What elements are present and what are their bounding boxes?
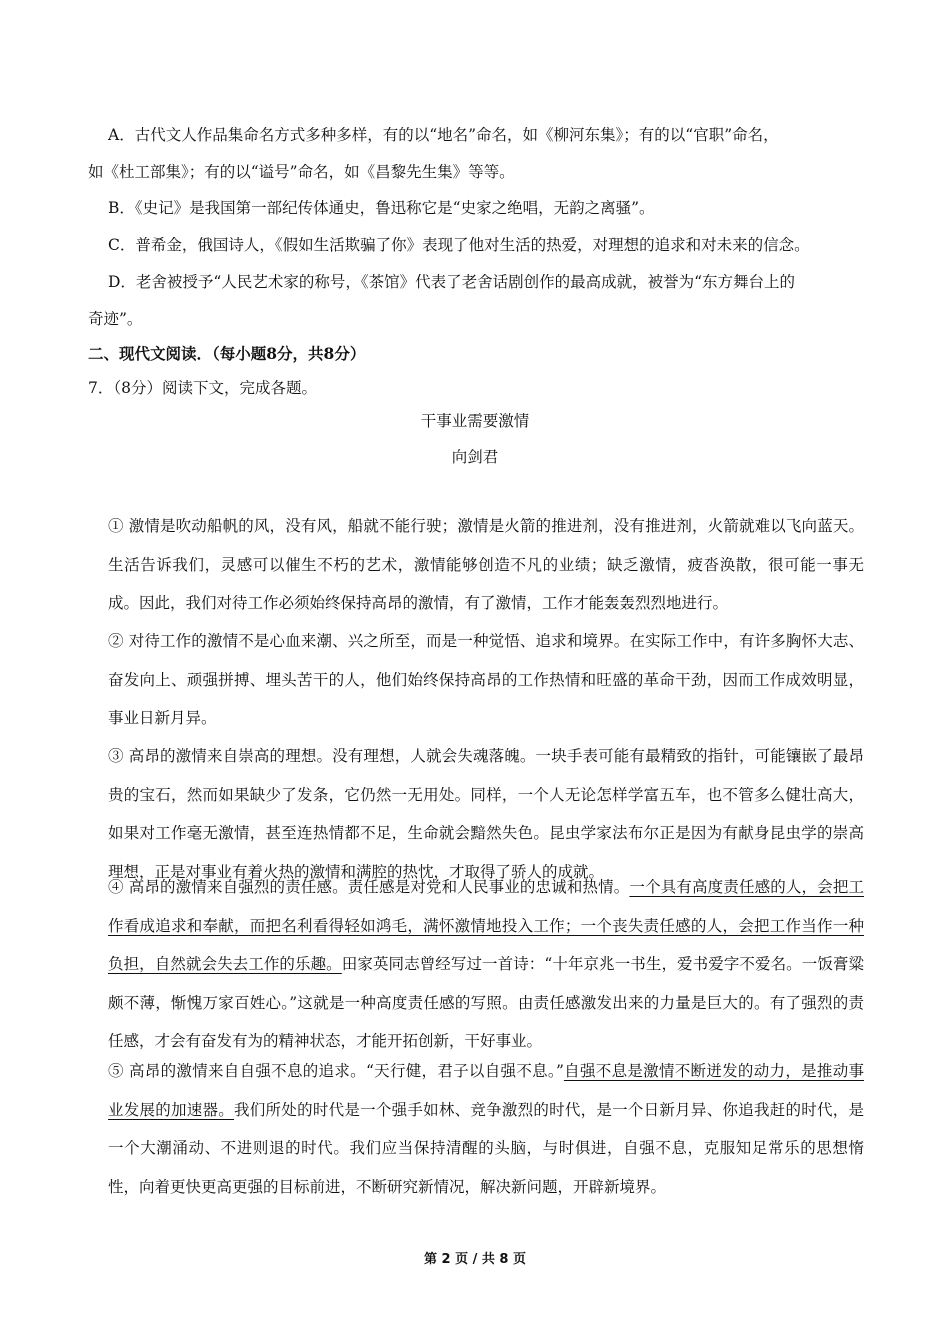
paragraph-4-rest: 田家英同志曾经写过一首诗：“十年京兆一书生，爱书爱字不爱名。一饭膏粱颇不薄，惭愧万家百姓心。”这就是一种高度责任感的写照。由责任感激发出来的力量是巨大的。有了强烈的责任感，才会有奋发有为的精神状态，才能开拓创新，干好事业。 bbox=[108, 955, 864, 1050]
article-author: 向剑君 bbox=[451, 448, 499, 466]
option-d-line1: D．老舍被授予“人民艺术家的称号，《茶馆》代表了老舍话剧创作的最高成就，被誉为“东方舞台上的 bbox=[108, 273, 796, 291]
option-c: C．普希金，俄国诗人，《假如生活欺骗了你》表现了他对生活的热爱，对理想的追求和对未来的信念。 bbox=[108, 236, 810, 254]
question-prompt: 7．（8分）阅读下文，完成各题。 bbox=[88, 379, 317, 397]
option-a-line1: A．古代文人作品集命名方式多种多样，有的以“地名”命名，如《柳河东集》；有的以“官职”命名， bbox=[108, 126, 779, 144]
paragraph-4 bbox=[108, 868, 864, 1061]
article-title: 干事业需要激情 bbox=[420, 412, 530, 430]
paragraph-1: ① 激情是吹动船帆的风，没有风，船就不能行驶；激情是火箭的推进剂，没有推进剂，火箭就难以飞向蓝天。生活告诉我们，灵感可以催生不朽的艺术，激情能够创造不凡的业绩；缺乏激情，疲沓涣散，很可能一事无成。因此，我们对待工作必须始终保持高昂的激情，有了激情，工作才能轰轰烈烈地进行。 bbox=[108, 517, 864, 612]
page-number: 第 2 页 / 共 8 页 bbox=[424, 1252, 526, 1267]
paragraph-5-intro: ⑤ 高昂的激情来自自强不息的追求。“天行健，君子以自强不息。” bbox=[108, 1062, 564, 1080]
paragraph-2: ② 对待工作的激情不是心血来潮、兴之所至，而是一种觉悟、追求和境界。在实际工作中，有许多胸怀大志、奋发向上、顽强拼搏、埋头苦干的人，他们始终保持高昂的工作热情和旺盛的革命干劲，因而工作成效明显，事业日新月异。 bbox=[108, 632, 864, 727]
paragraph-5-underlined: 自强不息是激情不断迸发的动力，是推动事业发展的加速器。 bbox=[108, 1062, 864, 1119]
paragraph-5-rest: 我们所处的时代是一个强手如林、竞争激烈的时代，是一个日新月异、你追我赶的时代，是一个大潮涌动、不进则退的时代。我们应当保持清醒的头脑，与时俱进，自强不息，克服知足常乐的思想惰性，向着更快更高更强的目标前进，不断研究新情况，解决新问题，开辟新境界。 bbox=[108, 1100, 864, 1196]
option-a-line2: 如《杜工部集》；有的以“谥号”命名，如《昌黎先生集》等等。 bbox=[88, 163, 515, 181]
option-b: B．《史记》是我国第一部纪传体通史，鲁迅称它是“史家之绝唱，无韵之离骚”。 bbox=[108, 199, 655, 217]
paragraph-5 bbox=[108, 1052, 864, 1206]
option-d-line2: 奇迹”。 bbox=[88, 310, 143, 328]
paragraph-4-intro: ④ 高昂的激情来自强烈的责任感。责任感是对党和人民事业的忠诚和热情。 bbox=[108, 878, 630, 896]
section-heading: 二、现代文阅读．（每小题8分，共8分） bbox=[88, 344, 366, 363]
paragraph-3: ③ 高昂的激情来自崇高的理想。没有理想，人就会失魂落魄。一块手表可能有最精致的指针，可能镶嵌了最昂贵的宝石，然而如果缺少了发条，它仍然一无用处。同样，一个人无论怎样学富五车，也不管多么健壮高大，如果对工作毫无激情，甚至连热情都不足，生命就会黯然失色。昆虫学家法布尔正是因为有献身昆虫学的崇高理想，正是对事业有着火热的激情和满腔的热忱，才取得了骄人的成就。 bbox=[108, 747, 864, 881]
paragraph-4-underlined: 一个具有高度责任感的人，会把工作看成追求和奉献，而把名利看得轻如鸿毛，满怀激情地投入工作；一个丧失责任感的人，会把工作当作一种负担，自然就会失去工作的乐趣。 bbox=[108, 878, 864, 973]
